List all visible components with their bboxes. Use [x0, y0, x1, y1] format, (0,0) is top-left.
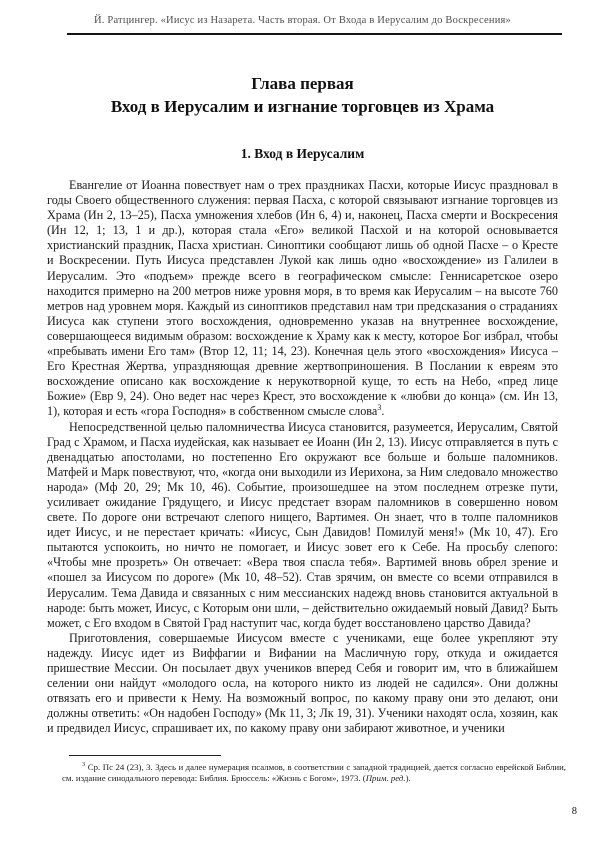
- body-paragraph-1: [47, 178, 558, 420]
- body-paragraph-3: [47, 631, 558, 737]
- footnote-text: Ср. Пс 24 (23), 3. Здесь и далее нумерация псалмов, в соответствии с западной традицией, дается согласно еврейской Библии, см. издание синодального перевода: Библия. Брюссель: «Жизнь с Богом», 1973. (: [62, 762, 566, 784]
- body-text: [47, 178, 558, 736]
- paragraph-2-text: Непосредственной целью паломничества Иисуса становится, разумеется, Иерусалим, Святой Град с Храмом, и Пасха иудейская, как называет ее Иоанн (Ин 2, 13). Иисус отправляется в путь с двенадцатью апостолами, но постепенно Его окружают все больше и больше паломников. Матфей и Марк повествуют, что, «когда они выходили из Иерихона, за Ним следовало множество народа» (Мф 20, 29; Мк 10, 46). Событие, произошедшее на этом последнем отрезке пути, усиливает ожидание Грядущего, и Иисус предстает взорам паломников в совершенно новом свете. По дороге они встречают слепого нищего, Вартимея. Он знает, что в толпе паломников идет Иисус, и не перестает кричать: «Иисус, Сын Давидов! Помилуй меня!» (Мк 10, 47). Его пытаются успокоить, но ничто не помогает, и Иисус зовет его к Себе. На просьбу слепого: «Чтобы мне прозреть» Он отвечает: «Вера твоя спасла тебя». Вартимей вновь обрел зрение и «пошел за Иисусом по дороге» (Мк 10, 48–52). Став зрячим, он вместе со всеми отправился в Иерусалим. Тема Давида и связанных с ним мессианских надежд вновь становится актуальной в народе: быть может, Иисус, с Которым они шли, – действительно ожидаемый новый Давид? Быть может, с Его входом в Святой Град наступит час, когда будет восстановлено царство Давида?: [47, 419, 558, 630]
- paragraph-1-text: Евангелие от Иоанна повествует нам о трех праздниках Пасхи, которые Иисус праздновал в годы Своего общественного служения: первая Пасха, с которой связывают изгнание торговцев из Храма (Ин 2, 13–25), Пасха умножения хлебов (Ин 6, 4) и, наконец, Пасха смерти и Воскресения (Ин 12, 1; 13, 1 и др.), которая стала «Его» великой Пасхой и на которой основывается христианский праздник, Пасха христиан. Синоптики сообщают лишь об одной Пасхе – о Кресте и Воскресении. Путь Иисуса представлен Лукой как лишь одно «восхождение» из Галилеи в Иерусалим. Это «подъем» прежде всего в географическом смысле: Геннисаретское озеро находится примерно на 200 метров ниже уровня моря, в то время как Иерусалим – на высоте 760 метров над уровнем моря. Каждый из синоптиков представил нам три предсказания о страданиях Иисуса как ступени этого восхождения, одновременно указав на внутреннее восхождение, совершающееся видимым образом: восхождение к Храму как к месту, которое Бог избрал, чтобы «пребывать имени Его там» (Втор 12, 11; 14, 23). Конечная цель этого «восхождения» Иисуса – Его Крестная Жертва, упраздняющая древние жертвоприношения. В Послании к евреям это восхождение описано как восхождение к нерукотворной куще, то есть на Небо, «пред лице Божие» (Евр 9, 24). Оно ведет нас через Крест, это восхождение к «любви до конца» (см. Ин 13, 1), которая и есть «гора Господня» в собственном смысле слова: [47, 178, 558, 419]
- chapter-title: [47, 72, 558, 118]
- footnote-separator-rule: [69, 755, 221, 756]
- footnote-reference-3: 3: [377, 403, 382, 413]
- paragraph-1-period: .: [381, 404, 385, 419]
- chapter-title-line2: Вход в Иерусалим и изгнание торговцев из Храма: [110, 97, 495, 116]
- header-rule: [67, 33, 562, 35]
- paragraph-3-text: Приготовления, совершаемые Иисусом вместе с учениками, еще более укрепляют эту надежду. Иисус идет из Виффагии и Вифании на Масличную гору, откуда и ожидается пришествие Мессии. Он посылает двух учеников вперед Себя и говорит им, что в ближайшем селении они найдут «молодого осла, на которого никто из людей не садился». Они должны отвязать его и привести к Нему. На возможный вопрос, по какому праву они это делают, они должны ответить: «Он надобен Господу» (Мк 11, 3; Лк 19, 31). Ученики находят осла, хозяин, как и предвидел Иисус, спрашивает их, по какому праву они забирают животное, и ученики: [47, 630, 558, 736]
- body-paragraph-2: [47, 420, 558, 631]
- footnote: [62, 762, 566, 784]
- footnote-suffix: ).: [405, 773, 411, 784]
- footnote-editor-note: Прим. ред.: [365, 773, 406, 784]
- footnote-marker: 3: [82, 761, 86, 769]
- running-header: Й. Ратцингер. «Иисус из Назарета. Часть вторая. От Входа в Иерусалим до Воскресения»: [93, 15, 512, 26]
- page-number: 8: [571, 806, 577, 817]
- chapter-title-line1: Глава первая: [251, 74, 354, 93]
- section-heading: 1. Вход в Иерусалим: [240, 146, 365, 161]
